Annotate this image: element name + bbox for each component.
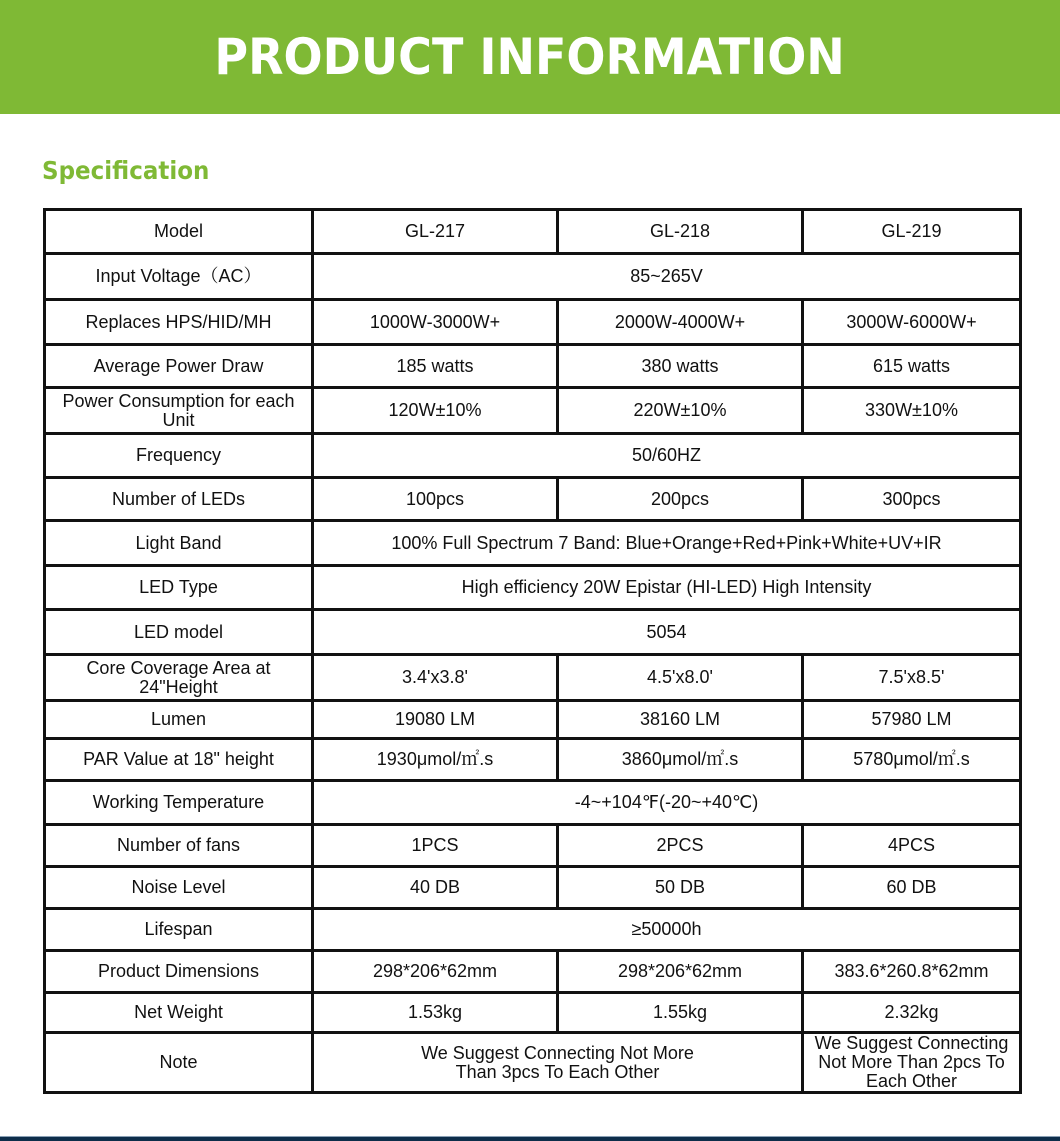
row-value: 5780μmol/㎡.s <box>803 739 1021 781</box>
table-header-row <box>45 210 1021 254</box>
row-value: 1000W-3000W+ <box>313 300 558 345</box>
header-banner <box>0 0 1060 114</box>
row-label: Product Dimensions <box>45 951 313 993</box>
row-value-merged: 5054 <box>313 610 1021 655</box>
row-label: Input Voltage（AC） <box>45 254 313 300</box>
row-label: Note <box>45 1033 313 1093</box>
row-value: 3.4'x3.8' <box>313 655 558 701</box>
header-model: GL-219 <box>803 210 1021 254</box>
table-row <box>45 254 1021 300</box>
row-value: 1930μmol/㎡.s <box>313 739 558 781</box>
table-row <box>45 478 1021 521</box>
row-value: 200pcs <box>558 478 803 521</box>
row-label: Lumen <box>45 701 313 739</box>
table-row <box>45 825 1021 867</box>
table-row <box>45 521 1021 566</box>
row-value: 3860μmol/㎡.s <box>558 739 803 781</box>
row-value: 1.53kg <box>313 993 558 1033</box>
table-row <box>45 1033 1021 1093</box>
row-value: 4.5'x8.0' <box>558 655 803 701</box>
table-row <box>45 951 1021 993</box>
table-row <box>45 566 1021 610</box>
row-label: Frequency <box>45 434 313 478</box>
row-label: Working Temperature <box>45 781 313 825</box>
row-label: Core Coverage Area at 24"Height <box>45 655 313 701</box>
table-row <box>45 300 1021 345</box>
row-value: 300pcs <box>803 478 1021 521</box>
section-title: Specification <box>42 156 210 185</box>
table-row <box>45 701 1021 739</box>
row-value: 50 DB <box>558 867 803 909</box>
row-label: Average Power Draw <box>45 345 313 388</box>
table-row <box>45 610 1021 655</box>
row-value: 38160 LM <box>558 701 803 739</box>
row-value: 7.5'x8.5' <box>803 655 1021 701</box>
row-value: 60 DB <box>803 867 1021 909</box>
row-label: Replaces HPS/HID/MH <box>45 300 313 345</box>
table-row <box>45 739 1021 781</box>
row-value: 220W±10% <box>558 388 803 434</box>
row-label: Number of fans <box>45 825 313 867</box>
row-value: 2PCS <box>558 825 803 867</box>
row-value: 383.6*260.8*62mm <box>803 951 1021 993</box>
row-value: 19080 LM <box>313 701 558 739</box>
row-value: 57980 LM <box>803 701 1021 739</box>
row-value: 100pcs <box>313 478 558 521</box>
row-label: LED model <box>45 610 313 655</box>
bottom-strip <box>0 1136 1060 1141</box>
table-row <box>45 993 1021 1033</box>
table-row <box>45 867 1021 909</box>
row-value: 615 watts <box>803 345 1021 388</box>
row-value: 120W±10% <box>313 388 558 434</box>
row-value-merged: High efficiency 20W Epistar (HI-LED) High Intensity <box>313 566 1021 610</box>
table-row <box>45 655 1021 701</box>
row-label: Noise Level <box>45 867 313 909</box>
row-value: 40 DB <box>313 867 558 909</box>
note-pair: We Suggest Connecting Not More Than 3pcs To Each Other <box>313 1033 803 1093</box>
table-row <box>45 345 1021 388</box>
row-value: 298*206*62mm <box>313 951 558 993</box>
row-value: 1.55kg <box>558 993 803 1033</box>
row-label: Number of LEDs <box>45 478 313 521</box>
row-value-merged: 50/60HZ <box>313 434 1021 478</box>
row-label: LED Type <box>45 566 313 610</box>
row-label: Lifespan <box>45 909 313 951</box>
table-row <box>45 781 1021 825</box>
row-value: 3000W-6000W+ <box>803 300 1021 345</box>
row-value: 330W±10% <box>803 388 1021 434</box>
page-title: PRODUCT INFORMATION <box>214 28 846 86</box>
row-value-merged: -4~+104℉(-20~+40℃) <box>313 781 1021 825</box>
row-value: 298*206*62mm <box>558 951 803 993</box>
row-value: 1PCS <box>313 825 558 867</box>
row-value-merged: 100% Full Spectrum 7 Band: Blue+Orange+Red+Pink+White+UV+IR <box>313 521 1021 566</box>
row-value: 4PCS <box>803 825 1021 867</box>
header-model: GL-218 <box>558 210 803 254</box>
table-row <box>45 909 1021 951</box>
note-single: We Suggest Connecting Not More Than 2pcs To Each Other <box>803 1033 1021 1093</box>
row-value: 2.32kg <box>803 993 1021 1033</box>
table-row <box>45 434 1021 478</box>
header-model: GL-217 <box>313 210 558 254</box>
row-label: PAR Value at 18" height <box>45 739 313 781</box>
specification-table <box>43 208 1022 1094</box>
row-label: Power Consumption for each Unit <box>45 388 313 434</box>
row-value: 2000W-4000W+ <box>558 300 803 345</box>
row-label: Net Weight <box>45 993 313 1033</box>
row-value: 380 watts <box>558 345 803 388</box>
row-value: 185 watts <box>313 345 558 388</box>
row-label: Light Band <box>45 521 313 566</box>
table-row <box>45 388 1021 434</box>
row-value-merged: 85~265V <box>313 254 1021 300</box>
header-label: Model <box>45 210 313 254</box>
row-value-merged: ≥50000h <box>313 909 1021 951</box>
